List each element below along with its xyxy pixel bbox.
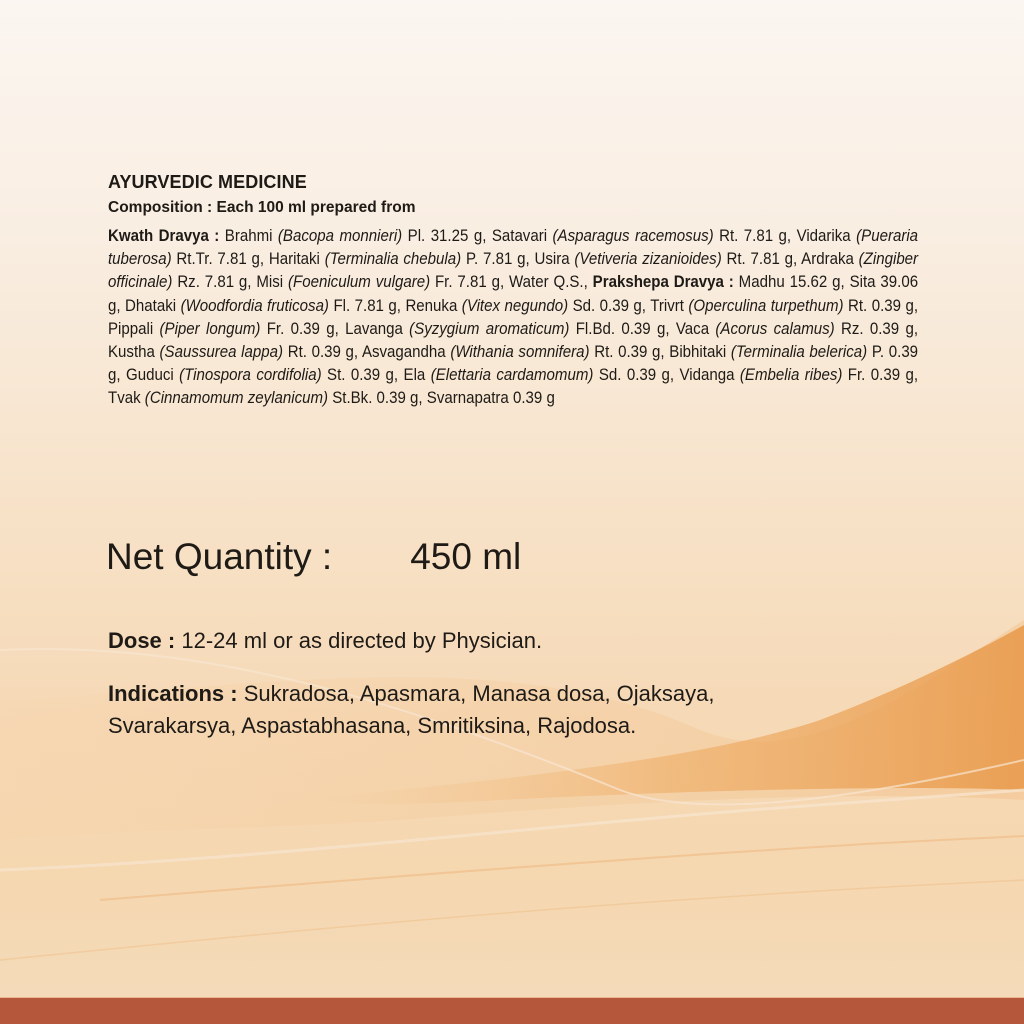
- prakshepa-ingredient: Guduci (Tinospora cordifolia) St. 0.39 g,: [125, 366, 399, 385]
- net-quantity-value: 450 ml: [410, 536, 522, 577]
- indications-label: Indications :: [108, 681, 238, 706]
- prakshepa-ingredient: Dhataki (Woodfordia fruticosa) Fl. 7.81 g,: [125, 296, 401, 315]
- indications-section: [108, 678, 788, 742]
- composition-section: [108, 172, 918, 411]
- kwath-ingredient: Satavari (Asparagus racemosus) Rt. 7.81 g,: [491, 227, 792, 245]
- prakshepa-dravya-label: Prakshepa Dravya :: [592, 273, 734, 292]
- dose-label: Dose :: [108, 628, 176, 653]
- ingredients-paragraph: [108, 225, 918, 411]
- dose-section: [108, 628, 542, 654]
- kwath-ingredient: Brahmi (Bacopa monnieri) Pl. 31.25 g,: [224, 227, 487, 245]
- indications-text: Sukradosa, Apasmara, Manasa dosa, Ojaksaya, Svarakarsya, Aspastabhasana, Smritiksina, Rajodosa.: [108, 681, 715, 738]
- net-quantity-label: Net Quantity :: [106, 536, 333, 577]
- net-quantity: [106, 536, 521, 578]
- kwath-ingredient: Haritaki (Terminalia chebula) P. 7.81 g,: [268, 250, 530, 269]
- product-category-title: AYURVEDIC MEDICINE: [108, 172, 307, 192]
- prakshepa-ingredient: Vidanga (Embelia ribes) Fr. 0.39 g,: [679, 366, 919, 385]
- prakshepa-ingredient: Renuka (Vitex negundo) Sd. 0.39 g,: [405, 296, 647, 315]
- prakshepa-ingredient: Trivrt (Operculina turpethum) Rt. 0.39 g,: [650, 296, 919, 315]
- prakshepa-ingredient: Asvagandha (Withania somnifera) Rt. 0.39 g,: [361, 343, 665, 362]
- dose-text: 12-24 ml or as directed by Physician.: [181, 628, 543, 653]
- prakshepa-ingredient: Svarnapatra 0.39 g: [426, 389, 555, 408]
- kwath-ingredient: Usira (Vetiveria zizanioides) Rt. 7.81 g,: [534, 250, 798, 269]
- prakshepa-ingredient: Pippali (Piper longum) Fr. 0.39 g,: [108, 319, 339, 338]
- prakshepa-ingredient: Ela (Elettaria cardamomum) Sd. 0.39 g,: [403, 366, 675, 385]
- prakshepa-ingredient: Bibhitaki (Terminalia belerica) P. 0.39 g,: [108, 343, 919, 385]
- prakshepa-ingredient: Lavanga (Syzygium aromaticum) Fl.Bd. 0.39 g,: [345, 319, 670, 338]
- prakshepa-ingredient: Madhu 15.62 g,: [738, 273, 845, 292]
- prakshepa-ingredient: Vaca (Acorus calamus) Rz. 0.39 g,: [675, 319, 919, 338]
- kwath-dravya-label: Kwath Dravya :: [108, 227, 220, 245]
- composition-heading: Composition : Each 100 ml prepared from: [108, 199, 416, 216]
- kwath-ingredient: Water Q.S.,: [509, 273, 588, 292]
- prakshepa-ingredient: Sita 39.06 g,: [108, 273, 919, 315]
- kwath-ingredient: Ardraka (Zingiber officinale) Rz. 7.81 g,: [108, 250, 919, 292]
- kwath-ingredient: Misi (Foeniculum vulgare) Fr. 7.81 g,: [256, 273, 505, 292]
- kwath-ingredient: Vidarika (Pueraria tuberosa) Rt.Tr. 7.81 g,: [108, 227, 919, 269]
- footer-bar: [0, 997, 1024, 1024]
- prakshepa-ingredient: Kustha (Saussurea lappa) Rt. 0.39 g,: [108, 343, 359, 362]
- prakshepa-ingredient: Tvak (Cinnamomum zeylanicum) St.Bk. 0.39 g,: [108, 389, 423, 408]
